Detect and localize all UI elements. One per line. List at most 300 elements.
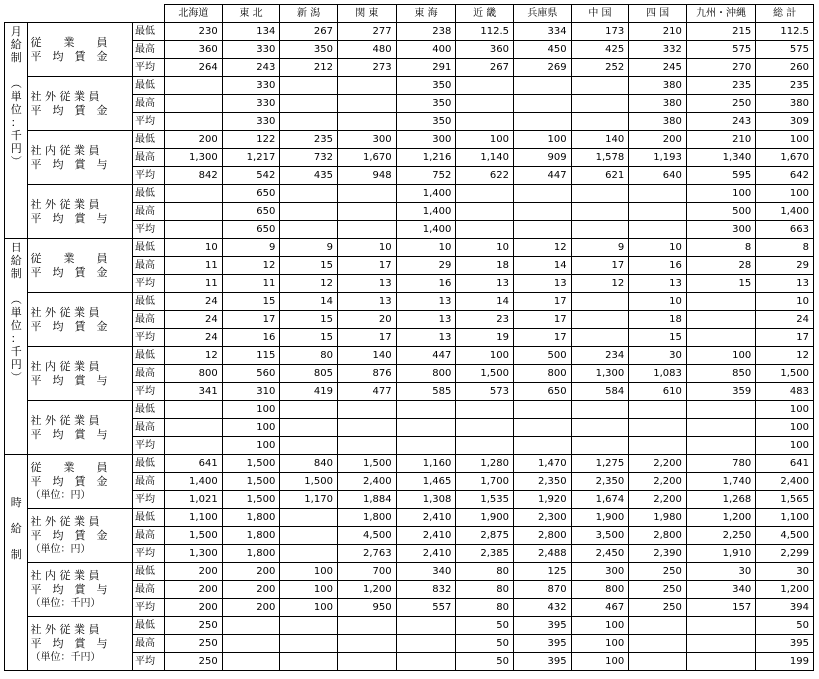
value-cell: 264	[165, 59, 223, 77]
value-cell: 8	[686, 239, 755, 257]
stat-label: 最高	[133, 365, 165, 383]
category-label-line: 社 外 従 業 員	[30, 89, 100, 103]
value-cell: 17	[756, 329, 814, 347]
value-cell	[456, 221, 514, 239]
value-cell: 29	[396, 257, 456, 275]
value-cell	[280, 437, 338, 455]
table-row	[5, 401, 814, 419]
value-cell: 467	[571, 599, 629, 617]
value-cell: 447	[514, 167, 572, 185]
value-cell	[629, 401, 687, 419]
category-label	[28, 617, 133, 671]
value-cell: 595	[686, 167, 755, 185]
value-cell: 9	[280, 239, 338, 257]
value-cell: 1,800	[337, 509, 396, 527]
value-cell: 100	[280, 563, 338, 581]
value-cell	[686, 329, 755, 347]
value-cell: 100	[456, 347, 514, 365]
value-cell	[629, 617, 687, 635]
value-cell: 780	[686, 455, 755, 473]
value-cell: 243	[686, 113, 755, 131]
value-cell: 2,410	[396, 527, 456, 545]
category-label-line: 平 均 賞 与	[30, 157, 108, 171]
table-row	[5, 347, 814, 365]
value-cell: 840	[280, 455, 338, 473]
category-label	[28, 77, 133, 131]
value-cell	[337, 437, 396, 455]
value-cell: 2,400	[756, 473, 814, 491]
value-cell	[396, 437, 456, 455]
value-cell	[571, 293, 629, 311]
value-cell	[280, 113, 338, 131]
value-cell: 250	[165, 617, 223, 635]
value-cell	[571, 95, 629, 113]
value-cell: 395	[514, 635, 572, 653]
stat-label: 最高	[133, 527, 165, 545]
value-cell: 641	[165, 455, 223, 473]
value-cell: 100	[756, 185, 814, 203]
value-cell: 252	[571, 59, 629, 77]
value-cell: 1,400	[756, 203, 814, 221]
value-cell: 2,200	[629, 473, 687, 491]
value-cell: 250	[629, 563, 687, 581]
value-cell: 112.5	[456, 23, 514, 41]
value-cell	[280, 419, 338, 437]
value-cell: 4,500	[756, 527, 814, 545]
value-cell: 245	[629, 59, 687, 77]
value-cell: 12	[165, 347, 223, 365]
value-cell: 100	[280, 581, 338, 599]
value-cell: 250	[165, 635, 223, 653]
section-label: 時 給 制	[5, 455, 28, 671]
value-cell: 332	[629, 41, 687, 59]
value-cell: 235	[686, 77, 755, 95]
value-cell: 16	[396, 275, 456, 293]
value-cell: 80	[456, 599, 514, 617]
value-cell: 243	[222, 59, 280, 77]
value-cell: 650	[222, 221, 280, 239]
value-cell: 17	[222, 311, 280, 329]
stat-label: 平均	[133, 383, 165, 401]
value-cell: 2,299	[756, 545, 814, 563]
value-cell: 330	[222, 95, 280, 113]
category-label	[28, 293, 133, 347]
value-cell: 12	[571, 275, 629, 293]
value-cell	[514, 77, 572, 95]
value-cell: 100	[686, 185, 755, 203]
value-cell	[337, 203, 396, 221]
value-cell	[456, 203, 514, 221]
value-cell: 30	[686, 563, 755, 581]
value-cell	[165, 203, 223, 221]
stat-label: 最高	[133, 473, 165, 491]
stat-label: 最高	[133, 149, 165, 167]
category-label-line: 従 業 員	[30, 460, 108, 474]
stat-label: 平均	[133, 545, 165, 563]
value-cell	[571, 311, 629, 329]
column-header: 近 畿	[456, 5, 514, 23]
value-cell	[571, 203, 629, 221]
category-label-line: 平 均 賃 金	[30, 319, 108, 333]
value-cell: 870	[514, 581, 572, 599]
value-cell: 2,800	[629, 527, 687, 545]
value-cell: 234	[571, 347, 629, 365]
value-cell: 1,800	[222, 545, 280, 563]
value-cell	[456, 419, 514, 437]
column-header: 東 北	[222, 5, 280, 23]
value-cell: 1,670	[337, 149, 396, 167]
value-cell: 24	[165, 293, 223, 311]
value-cell: 447	[396, 347, 456, 365]
value-cell: 200	[165, 581, 223, 599]
section-label: 月 給 制 ︵ 単 位 ： 千 円 ︶	[5, 23, 28, 239]
value-cell: 876	[337, 365, 396, 383]
category-label-line: 平 均 賃 金	[30, 474, 108, 488]
value-cell: 621	[571, 167, 629, 185]
value-cell: 15	[686, 275, 755, 293]
value-cell: 650	[514, 383, 572, 401]
value-cell: 800	[165, 365, 223, 383]
value-cell: 350	[396, 77, 456, 95]
category-label-line: （単位：千円）	[30, 651, 101, 663]
value-cell: 700	[337, 563, 396, 581]
column-header: 九州・沖縄	[686, 5, 755, 23]
value-cell: 30	[756, 563, 814, 581]
value-cell	[337, 635, 396, 653]
value-cell: 2,763	[337, 545, 396, 563]
value-cell: 842	[165, 167, 223, 185]
value-cell: 2,300	[514, 509, 572, 527]
value-cell: 210	[629, 23, 687, 41]
value-cell: 1,500	[280, 473, 338, 491]
value-cell: 200	[629, 131, 687, 149]
value-cell: 2,450	[571, 545, 629, 563]
value-cell: 1,100	[756, 509, 814, 527]
value-cell: 1,340	[686, 149, 755, 167]
value-cell: 950	[337, 599, 396, 617]
value-cell: 350	[396, 113, 456, 131]
table-row	[5, 239, 814, 257]
value-cell: 380	[629, 77, 687, 95]
value-cell: 10	[629, 239, 687, 257]
value-cell: 267	[456, 59, 514, 77]
value-cell: 230	[165, 23, 223, 41]
stat-label: 最高	[133, 95, 165, 113]
value-cell: 23	[456, 311, 514, 329]
value-cell: 100	[514, 131, 572, 149]
table-row	[5, 455, 814, 473]
value-cell: 435	[280, 167, 338, 185]
section-label: 日 給 制 ︵ 単 位 ： 千 円 ︶	[5, 239, 28, 455]
value-cell: 13	[629, 275, 687, 293]
value-cell: 100	[222, 419, 280, 437]
value-cell: 300	[396, 131, 456, 149]
category-label	[28, 509, 133, 563]
value-cell: 1,910	[686, 545, 755, 563]
value-cell: 100	[280, 599, 338, 617]
value-cell: 13	[396, 329, 456, 347]
stat-label: 最高	[133, 419, 165, 437]
value-cell: 1,021	[165, 491, 223, 509]
category-label-line: 社 外 従 業 員	[30, 622, 100, 636]
value-cell: 80	[456, 581, 514, 599]
value-cell: 235	[756, 77, 814, 95]
value-cell: 50	[456, 617, 514, 635]
value-cell: 100	[222, 401, 280, 419]
value-cell	[456, 437, 514, 455]
category-label	[28, 185, 133, 239]
category-label-line: 平 均 賞 与	[30, 582, 108, 596]
category-label-line: 平 均 賃 金	[30, 49, 108, 63]
value-cell: 11	[165, 275, 223, 293]
value-cell: 805	[280, 365, 338, 383]
value-cell: 215	[686, 23, 755, 41]
value-cell: 115	[222, 347, 280, 365]
value-cell	[396, 419, 456, 437]
stat-label: 最低	[133, 347, 165, 365]
value-cell: 1,740	[686, 473, 755, 491]
value-cell: 480	[337, 41, 396, 59]
stat-label: 最低	[133, 23, 165, 41]
value-cell	[571, 329, 629, 347]
value-cell: 1,800	[222, 527, 280, 545]
category-label-line: 社 外 従 業 員	[30, 197, 100, 211]
value-cell: 212	[280, 59, 338, 77]
value-cell	[456, 113, 514, 131]
value-cell: 2,350	[514, 473, 572, 491]
value-cell: 12	[514, 239, 572, 257]
value-cell	[165, 77, 223, 95]
value-cell: 24	[756, 311, 814, 329]
stat-label: 最低	[133, 401, 165, 419]
value-cell: 380	[756, 95, 814, 113]
value-cell: 8	[756, 239, 814, 257]
value-cell: 1,200	[756, 581, 814, 599]
value-cell: 1,193	[629, 149, 687, 167]
value-cell: 16	[629, 257, 687, 275]
value-cell	[396, 401, 456, 419]
value-cell: 800	[396, 365, 456, 383]
value-cell: 200	[165, 563, 223, 581]
value-cell: 1,216	[396, 149, 456, 167]
value-cell	[337, 401, 396, 419]
value-cell	[456, 185, 514, 203]
column-header: 総 計	[756, 5, 814, 23]
value-cell: 12	[280, 275, 338, 293]
value-cell: 173	[571, 23, 629, 41]
value-cell: 277	[337, 23, 396, 41]
value-cell: 1,300	[165, 545, 223, 563]
category-label-line: 従 業 員	[30, 251, 108, 265]
value-cell: 1,083	[629, 365, 687, 383]
category-label	[28, 401, 133, 455]
value-cell: 380	[629, 113, 687, 131]
value-cell	[337, 95, 396, 113]
stat-label: 平均	[133, 59, 165, 77]
value-cell: 11	[165, 257, 223, 275]
value-cell: 1,268	[686, 491, 755, 509]
value-cell: 10	[165, 239, 223, 257]
value-cell	[396, 617, 456, 635]
value-cell	[337, 653, 396, 671]
value-cell	[165, 185, 223, 203]
stat-label: 平均	[133, 653, 165, 671]
value-cell	[514, 437, 572, 455]
value-cell: 1,578	[571, 149, 629, 167]
value-cell: 11	[222, 275, 280, 293]
value-cell	[686, 419, 755, 437]
value-cell: 610	[629, 383, 687, 401]
value-cell	[571, 221, 629, 239]
table-row	[5, 293, 814, 311]
value-cell: 100	[756, 419, 814, 437]
value-cell	[280, 77, 338, 95]
value-cell: 909	[514, 149, 572, 167]
value-cell: 80	[280, 347, 338, 365]
value-cell: 238	[396, 23, 456, 41]
value-cell: 2,250	[686, 527, 755, 545]
stat-label: 平均	[133, 599, 165, 617]
value-cell: 575	[686, 41, 755, 59]
stat-label: 平均	[133, 113, 165, 131]
table-row	[5, 617, 814, 635]
corner-cell	[5, 5, 165, 23]
value-cell: 80	[456, 563, 514, 581]
category-label	[28, 563, 133, 617]
value-cell: 10	[629, 293, 687, 311]
value-cell	[571, 419, 629, 437]
value-cell: 1,500	[456, 365, 514, 383]
value-cell: 199	[756, 653, 814, 671]
value-cell: 330	[222, 77, 280, 95]
value-cell: 477	[337, 383, 396, 401]
category-label-line: 社 内 従 業 員	[30, 359, 100, 373]
category-label-line: 平 均 賞 与	[30, 373, 108, 387]
value-cell: 1,500	[756, 365, 814, 383]
value-cell	[165, 401, 223, 419]
value-cell: 622	[456, 167, 514, 185]
value-cell: 1,400	[396, 221, 456, 239]
stat-label: 最低	[133, 185, 165, 203]
value-cell: 14	[456, 293, 514, 311]
value-cell: 140	[571, 131, 629, 149]
category-label	[28, 23, 133, 77]
category-label-line: 社 外 従 業 員	[30, 305, 100, 319]
value-cell	[280, 545, 338, 563]
stat-label: 最高	[133, 581, 165, 599]
value-cell	[337, 185, 396, 203]
value-cell	[280, 527, 338, 545]
value-cell: 1,465	[396, 473, 456, 491]
value-cell: 2,200	[629, 455, 687, 473]
value-cell: 1,800	[222, 509, 280, 527]
value-cell: 17	[571, 257, 629, 275]
value-cell: 200	[222, 563, 280, 581]
value-cell: 2,200	[629, 491, 687, 509]
table-row	[5, 563, 814, 581]
value-cell: 395	[514, 617, 572, 635]
value-cell: 350	[396, 95, 456, 113]
value-cell: 584	[571, 383, 629, 401]
value-cell: 157	[686, 599, 755, 617]
value-cell: 2,385	[456, 545, 514, 563]
value-cell: 1,900	[456, 509, 514, 527]
category-label-line: 社 内 従 業 員	[30, 143, 100, 157]
value-cell: 14	[514, 257, 572, 275]
value-cell: 291	[396, 59, 456, 77]
value-cell: 1,100	[165, 509, 223, 527]
value-cell: 17	[514, 293, 572, 311]
value-cell: 800	[514, 365, 572, 383]
value-cell: 340	[686, 581, 755, 599]
value-cell	[280, 203, 338, 221]
value-cell: 663	[756, 221, 814, 239]
value-cell: 250	[629, 581, 687, 599]
value-cell: 10	[396, 239, 456, 257]
value-cell: 100	[756, 437, 814, 455]
value-cell: 1,400	[165, 473, 223, 491]
value-cell: 300	[337, 131, 396, 149]
stat-label: 最高	[133, 311, 165, 329]
value-cell: 17	[337, 329, 396, 347]
value-cell: 3,500	[571, 527, 629, 545]
stat-label: 平均	[133, 167, 165, 185]
column-header: 四 国	[629, 5, 687, 23]
value-cell: 2,488	[514, 545, 572, 563]
stat-label: 平均	[133, 491, 165, 509]
value-cell: 2,410	[396, 545, 456, 563]
value-cell	[337, 419, 396, 437]
value-cell: 100	[456, 131, 514, 149]
value-cell	[165, 437, 223, 455]
stat-label: 平均	[133, 437, 165, 455]
column-header: 関 東	[337, 5, 396, 23]
value-cell	[280, 185, 338, 203]
value-cell: 125	[514, 563, 572, 581]
value-cell	[165, 221, 223, 239]
category-label-line: 平 均 賞 与	[30, 427, 108, 441]
value-cell: 340	[396, 563, 456, 581]
value-cell: 1,275	[571, 455, 629, 473]
value-cell: 15	[280, 329, 338, 347]
column-header: 北海道	[165, 5, 223, 23]
value-cell: 1,170	[280, 491, 338, 509]
value-cell: 1,500	[337, 455, 396, 473]
value-cell: 12	[756, 347, 814, 365]
value-cell	[456, 77, 514, 95]
value-cell: 948	[337, 167, 396, 185]
value-cell: 100	[756, 401, 814, 419]
value-cell: 273	[337, 59, 396, 77]
category-label	[28, 239, 133, 293]
value-cell: 100	[571, 617, 629, 635]
value-cell	[629, 185, 687, 203]
stat-label: 最高	[133, 41, 165, 59]
stat-label: 最低	[133, 455, 165, 473]
value-cell: 341	[165, 383, 223, 401]
value-cell: 200	[165, 599, 223, 617]
table-row	[5, 509, 814, 527]
value-cell: 1,670	[756, 149, 814, 167]
value-cell	[571, 185, 629, 203]
value-cell: 334	[514, 23, 572, 41]
category-label-line: 平 均 賃 金	[30, 528, 108, 542]
value-cell	[571, 77, 629, 95]
value-cell: 2,350	[571, 473, 629, 491]
value-cell: 1,400	[396, 185, 456, 203]
value-cell: 500	[686, 203, 755, 221]
value-cell	[280, 617, 338, 635]
